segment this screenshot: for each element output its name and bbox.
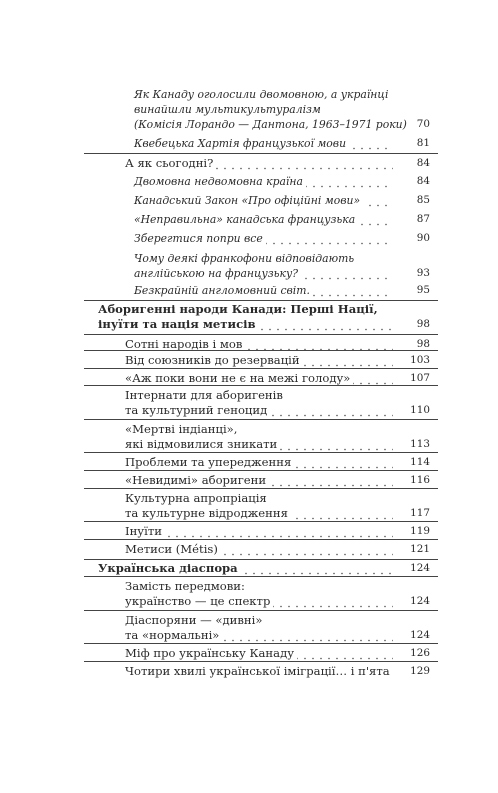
toc-entry-title-line: та культурний геноцид [125, 403, 393, 418]
toc-page-number: 98 [416, 318, 430, 330]
toc-entry-title-line: винайшли мультикультуралізм [134, 103, 321, 116]
toc-entry-title-line: Безкрайній англомовний світ. [134, 283, 393, 298]
toc-page-number: 126 [410, 647, 430, 659]
toc-entry-title-line: (Комісія Лорандо — Дантона, 1963–1971 роки) [134, 117, 393, 132]
toc-entry-title-line: українство — це спектр [125, 594, 393, 609]
toc-page-number: 87 [416, 213, 430, 225]
toc-entry-title-line: Від союзників до резервацій [125, 353, 393, 368]
toc-entry-title-line: Канадський Закон «Про офіційні мови» [134, 193, 393, 208]
toc-entry-title-line: та культурне відродження [125, 506, 393, 521]
toc-page-number: 114 [410, 456, 430, 468]
toc-entry-title-line: Сотні народів і мов [125, 337, 393, 352]
toc-entry-title-line: та «нормальні» [125, 628, 393, 643]
toc-page-number: 81 [416, 137, 430, 149]
toc-entry-title-line: Зберегтися попри все [134, 231, 393, 246]
toc-page-number: 129 [410, 665, 430, 677]
toc-page-number: 110 [410, 404, 430, 416]
toc-page-number: 84 [416, 175, 430, 187]
toc-section-title-line: Українська діаспора [98, 561, 393, 576]
toc-entry-title-line: Як Канаду оголосили двомовною, а українці [134, 88, 389, 101]
toc-entry-title-line: «Невидимі» аборигени [125, 473, 393, 488]
toc-entry-title-line: Міф про українську Канаду [125, 646, 393, 661]
toc-page-number: 113 [410, 438, 430, 450]
toc-page-number: 124 [410, 562, 430, 574]
toc-entry-title-line: Інтернати для аборигенів [125, 388, 283, 402]
toc-page-number: 124 [410, 595, 430, 607]
toc-page-number: 119 [410, 525, 430, 537]
toc-entry-title-line: Інуїти [125, 524, 393, 539]
toc-entry-title-line: Діаспоряни — «дивні» [125, 613, 263, 627]
toc-entry-title-line: А як сьогодні? [125, 156, 393, 171]
toc-entry-title-line: англійською на французьку? [134, 266, 393, 281]
toc-entry-title-line: Квебецька Хартія французької мови [134, 136, 393, 151]
toc-page-number: 70 [416, 118, 430, 130]
toc-entry-title-line: Замість передмови: [125, 579, 245, 593]
toc-entry-title-line: Культурна апропріація [125, 491, 267, 505]
toc-section-title-line: Аборигенні народи Канади: Перші Нації, [98, 302, 378, 316]
toc-entry-title-line: Проблеми та упередження [125, 455, 393, 470]
toc-page-number: 116 [410, 474, 430, 486]
toc-page-number: 107 [410, 372, 430, 384]
toc-section-title-line: інуїти та нація метисів [98, 317, 393, 332]
toc-entry-title-line: «Мертві індіанці», [125, 422, 238, 436]
toc-page-number: 124 [410, 629, 430, 641]
toc-page-number: 90 [416, 232, 430, 244]
toc-entry-title-line: Метиси (Métis) [125, 542, 393, 557]
toc-page-number: 84 [416, 157, 430, 169]
toc-page-number: 95 [416, 284, 430, 296]
toc-entry-title-line: Чому деякі франкофони відповідають [134, 252, 355, 265]
toc-entry-title-line: «Аж поки вони не є на межі голоду» [125, 371, 393, 386]
toc-page-number: 85 [416, 194, 430, 206]
toc-page-number: 103 [410, 354, 430, 366]
toc-entry-title-line: Двомовна недвомовна країна [134, 174, 393, 189]
toc-page-number: 93 [416, 267, 430, 279]
toc-entry-title-line: які відмовилися зникати [125, 437, 393, 452]
toc-entry-title-line: «Неправильна» канадська французька [134, 212, 393, 227]
toc-page-number: 98 [416, 338, 430, 350]
toc-entry-title-line: Чотири хвилі української іміграції… і п'ята [125, 664, 390, 678]
toc-page-number: 117 [410, 507, 430, 519]
toc-page-number: 121 [410, 543, 430, 555]
